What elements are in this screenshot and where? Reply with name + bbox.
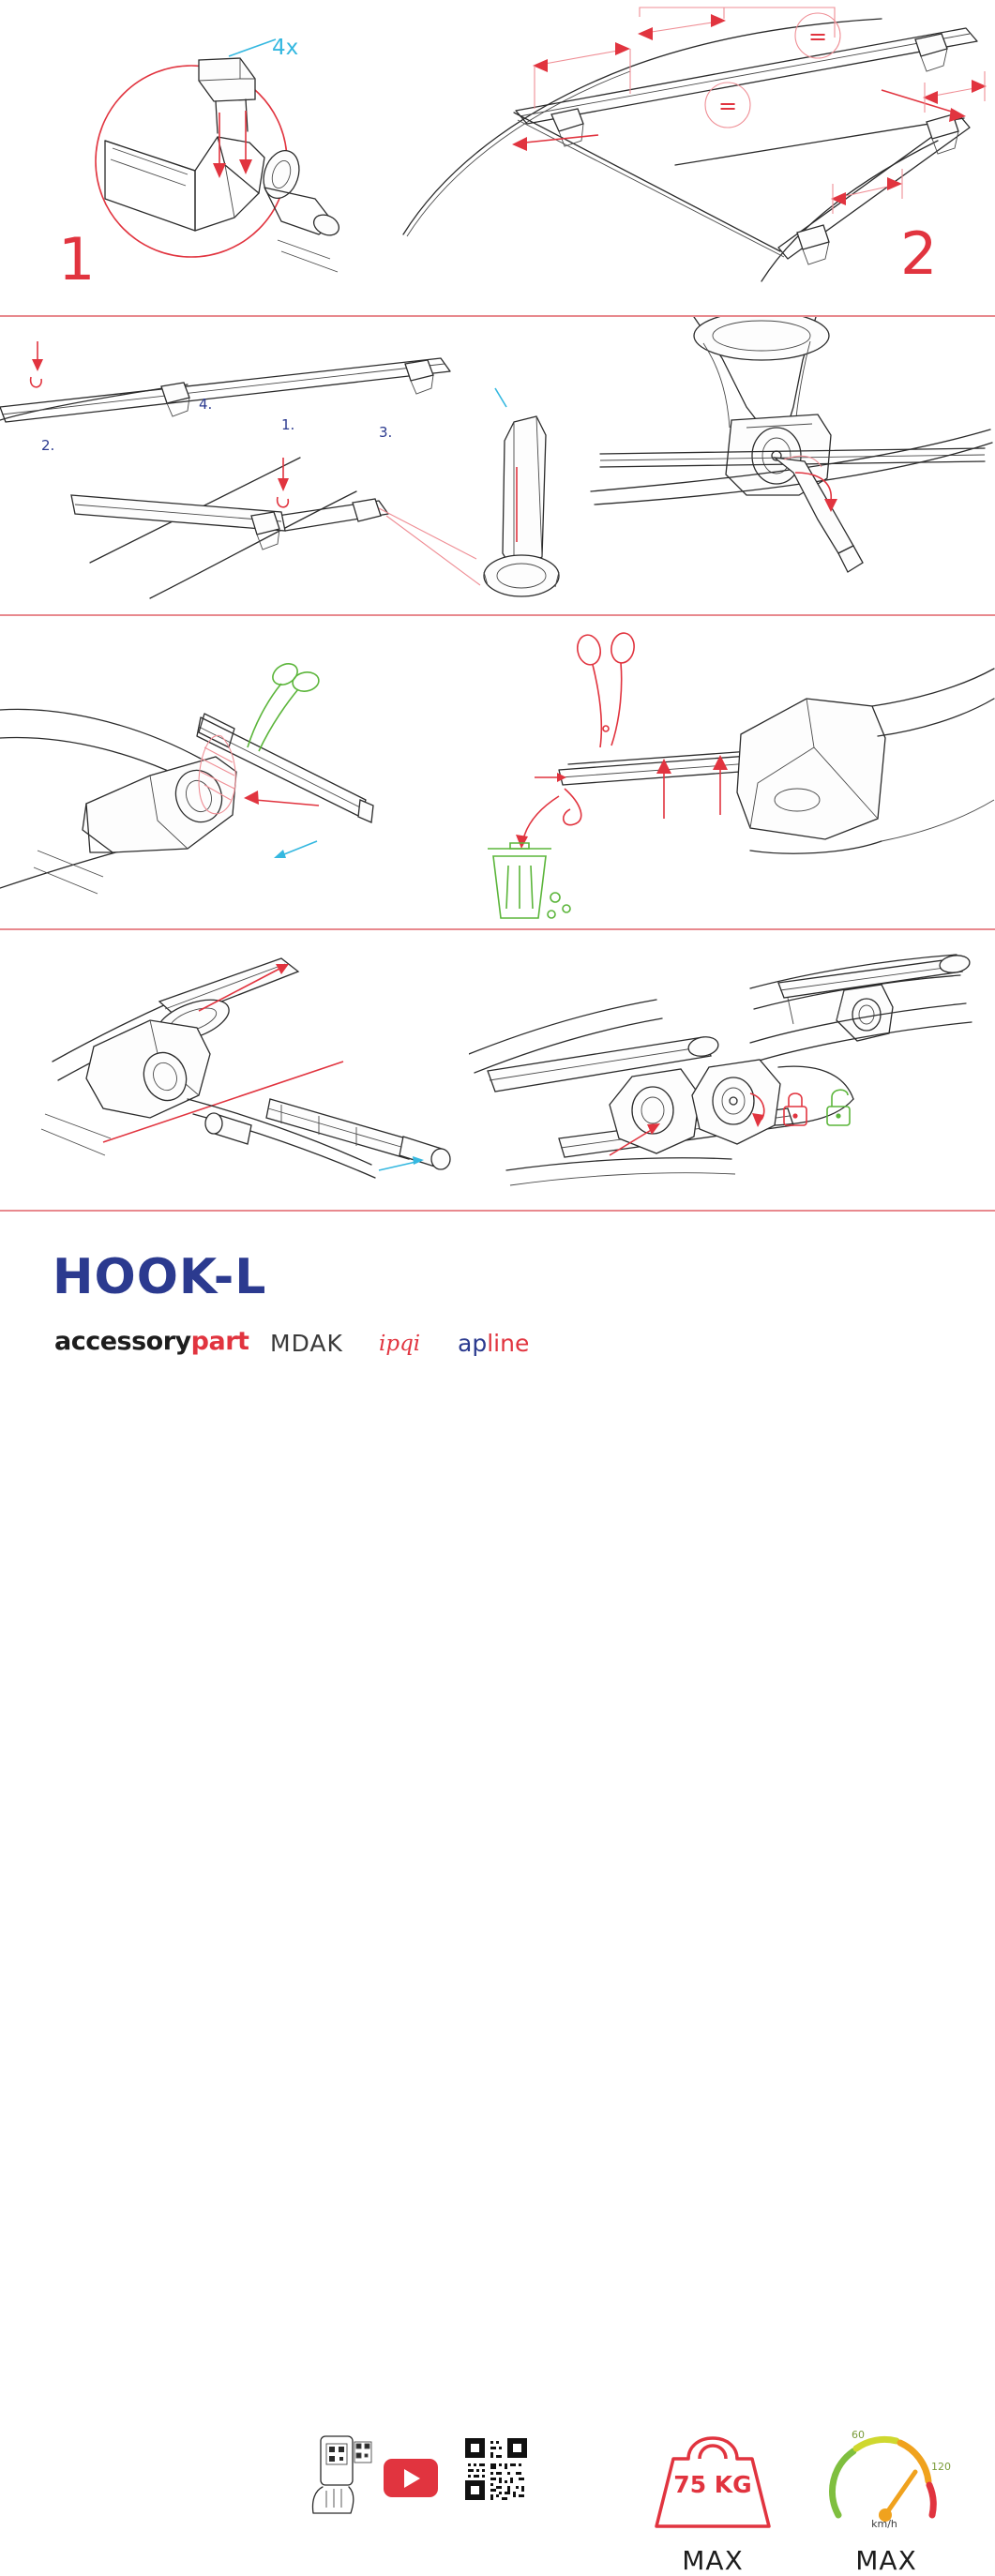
step-4-illustration (581, 317, 995, 614)
step-3-order-2: 2. (41, 437, 55, 454)
apline-line: line (487, 1330, 530, 1357)
lock-open-icon (827, 1090, 850, 1125)
step-8-illustration (469, 930, 995, 1210)
step-8-panel (469, 930, 995, 1210)
partner-apline (458, 1330, 529, 1357)
step-3-order-4: 4. (199, 396, 213, 413)
step-7-panel (0, 930, 469, 1210)
step-6-panel (469, 616, 995, 928)
speed-tick-120: 120 (931, 2461, 951, 2473)
speed-unit: km/h (871, 2518, 897, 2530)
brand-accessory: accessory (54, 1327, 191, 1356)
footer (0, 1210, 995, 2576)
step-2-panel (394, 0, 995, 315)
speed-tick-60: 60 (852, 2429, 865, 2441)
step-1-number: 1 (58, 225, 94, 294)
step-1-quantity: 4x (272, 36, 299, 60)
step-7-illustration (0, 930, 469, 1210)
qr-scan-hand-icon (302, 2434, 373, 2515)
speed-max-label: MAX (855, 2545, 917, 2576)
svg-text:=: = (807, 23, 828, 50)
apline-ap: ap (458, 1330, 488, 1357)
step-3-illustration (0, 317, 581, 614)
step-3-order-1: 1. (281, 416, 295, 433)
brand-part: part (190, 1327, 249, 1356)
qr-code-icon (465, 2438, 527, 2500)
speedometer-icon (825, 2429, 947, 2532)
partner-mdak: MDAK (270, 1330, 343, 1357)
step-3-order-3: 3. (379, 424, 393, 441)
step-6-illustration (469, 616, 995, 928)
detail-circle (96, 66, 287, 257)
partner-ipqi: ipqi (379, 1332, 421, 1356)
load-max-label: MAX (682, 2545, 744, 2576)
weight-value: 75 KG (673, 2471, 752, 2498)
step-2-number: 2 (900, 219, 936, 288)
step-5-panel (0, 616, 469, 928)
step-5-illustration (0, 616, 469, 928)
youtube-icon[interactable] (384, 2459, 438, 2497)
product-title: HOOK-L (53, 1249, 267, 1305)
brand-logo (54, 1327, 249, 1356)
step-3-panel (0, 317, 581, 614)
step-1-panel (0, 0, 394, 315)
step-4-panel (581, 317, 995, 614)
svg-text:=: = (717, 93, 738, 119)
